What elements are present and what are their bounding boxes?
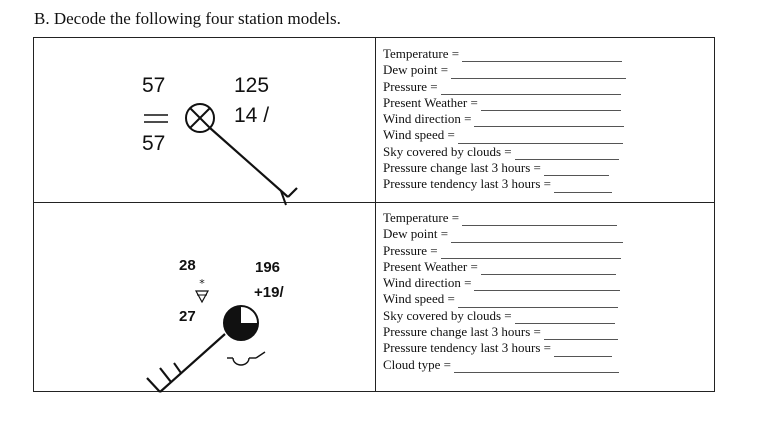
model2-field-label: Wind direction =	[383, 275, 472, 291]
model2-field-row	[383, 291, 623, 307]
model1-answer-blank[interactable]	[544, 164, 609, 176]
model1-field-label: Pressure =	[383, 78, 438, 94]
model1-field-label: Wind speed =	[383, 127, 455, 143]
model1-dew-point: 57	[142, 132, 166, 155]
model1-field-label: Temperature =	[383, 46, 460, 61]
model2-pressure: 196	[255, 259, 281, 276]
model2-answer-blank[interactable]	[481, 263, 616, 275]
wind-barb-icon	[147, 334, 225, 392]
model1-answer-blank[interactable]	[451, 67, 626, 79]
model1-field-row	[383, 111, 626, 127]
model2-answer-blank[interactable]	[454, 361, 619, 373]
snow-shower-icon	[196, 277, 208, 302]
model1-field-row	[383, 79, 626, 95]
model1-field-label: Pressure tendency last 3 hours =	[383, 176, 551, 192]
model1-pressure: 125	[234, 74, 270, 97]
row-divider	[34, 202, 714, 203]
model2-answer-blank[interactable]	[441, 247, 621, 259]
model1-field-label: Wind direction =	[383, 111, 472, 127]
model1-temperature: 57	[142, 74, 166, 97]
model2-field-label: Present Weather =	[383, 258, 478, 274]
model2-dew-point: 27	[179, 308, 196, 325]
model2-field-row	[383, 210, 623, 226]
station-model-table	[33, 37, 715, 392]
model2-field-label: Pressure =	[383, 242, 438, 258]
model2-field-label: Cloud type =	[383, 356, 451, 372]
model1-field-list	[383, 46, 626, 193]
model1-answer-blank[interactable]	[474, 115, 624, 127]
column-divider	[375, 38, 376, 391]
model2-field-label: Temperature =	[383, 210, 460, 225]
model1-field-row	[383, 176, 626, 192]
model2-answer-blank[interactable]	[462, 214, 617, 226]
model2-field-row	[383, 308, 623, 324]
model1-field-row	[383, 160, 626, 176]
model2-field-label: Sky covered by clouds =	[383, 307, 512, 323]
station-model-2	[119, 250, 289, 405]
obscured-sky-circle-icon	[186, 104, 214, 132]
model1-pressure-change: 14 /	[234, 104, 270, 127]
low-cloud-symbol-icon	[227, 352, 265, 365]
model2-field-label: Pressure change last 3 hours =	[383, 324, 541, 340]
model1-answer-blank[interactable]	[554, 181, 612, 193]
station-model-1	[124, 72, 284, 202]
fog-equals-icon	[144, 115, 168, 122]
model2-field-row	[383, 340, 623, 356]
model2-field-row	[383, 275, 623, 291]
model1-field-row	[383, 127, 626, 143]
model2-symbols	[119, 250, 289, 405]
model1-answer-blank[interactable]	[462, 50, 622, 62]
model2-temperature: 28	[179, 257, 196, 274]
page-heading: B. Decode the following four station models.	[34, 9, 341, 28]
model2-field-label: Dew point =	[383, 226, 449, 242]
model2-field-row	[383, 357, 623, 373]
model1-field-label: Sky covered by clouds =	[383, 143, 512, 159]
model2-answer-blank[interactable]	[474, 279, 620, 291]
model1-field-row	[383, 144, 626, 160]
sky-cover-three-quarters-icon	[224, 306, 258, 340]
model1-answer-blank[interactable]	[458, 132, 623, 144]
model2-pressure-change: +19/	[254, 284, 284, 301]
model1-answer-blank[interactable]	[481, 99, 621, 111]
svg-text:*: *	[199, 277, 205, 290]
model1-field-row	[383, 62, 626, 78]
model2-field-label: Wind speed =	[383, 291, 455, 307]
model2-answer-blank[interactable]	[515, 312, 615, 324]
model1-field-label: Pressure change last 3 hours =	[383, 160, 541, 176]
wind-barb-icon	[210, 128, 297, 205]
model1-field-label: Present Weather =	[383, 94, 478, 110]
model2-field-list	[383, 210, 623, 373]
model1-symbols	[124, 72, 284, 202]
model2-field-row	[383, 243, 623, 259]
model1-answer-blank[interactable]	[515, 148, 619, 160]
model2-answer-blank[interactable]	[554, 345, 612, 357]
model2-answer-blank[interactable]	[458, 296, 618, 308]
model1-answer-blank[interactable]	[441, 83, 621, 95]
model2-field-row	[383, 259, 623, 275]
model1-field-row	[383, 46, 626, 62]
model2-field-row	[383, 324, 623, 340]
model2-field-label: Pressure tendency last 3 hours =	[383, 340, 551, 356]
model2-answer-blank[interactable]	[544, 328, 618, 340]
model2-answer-blank[interactable]	[451, 231, 623, 243]
model1-field-row	[383, 95, 626, 111]
model2-field-row	[383, 226, 623, 242]
model1-field-label: Dew point =	[383, 62, 449, 78]
